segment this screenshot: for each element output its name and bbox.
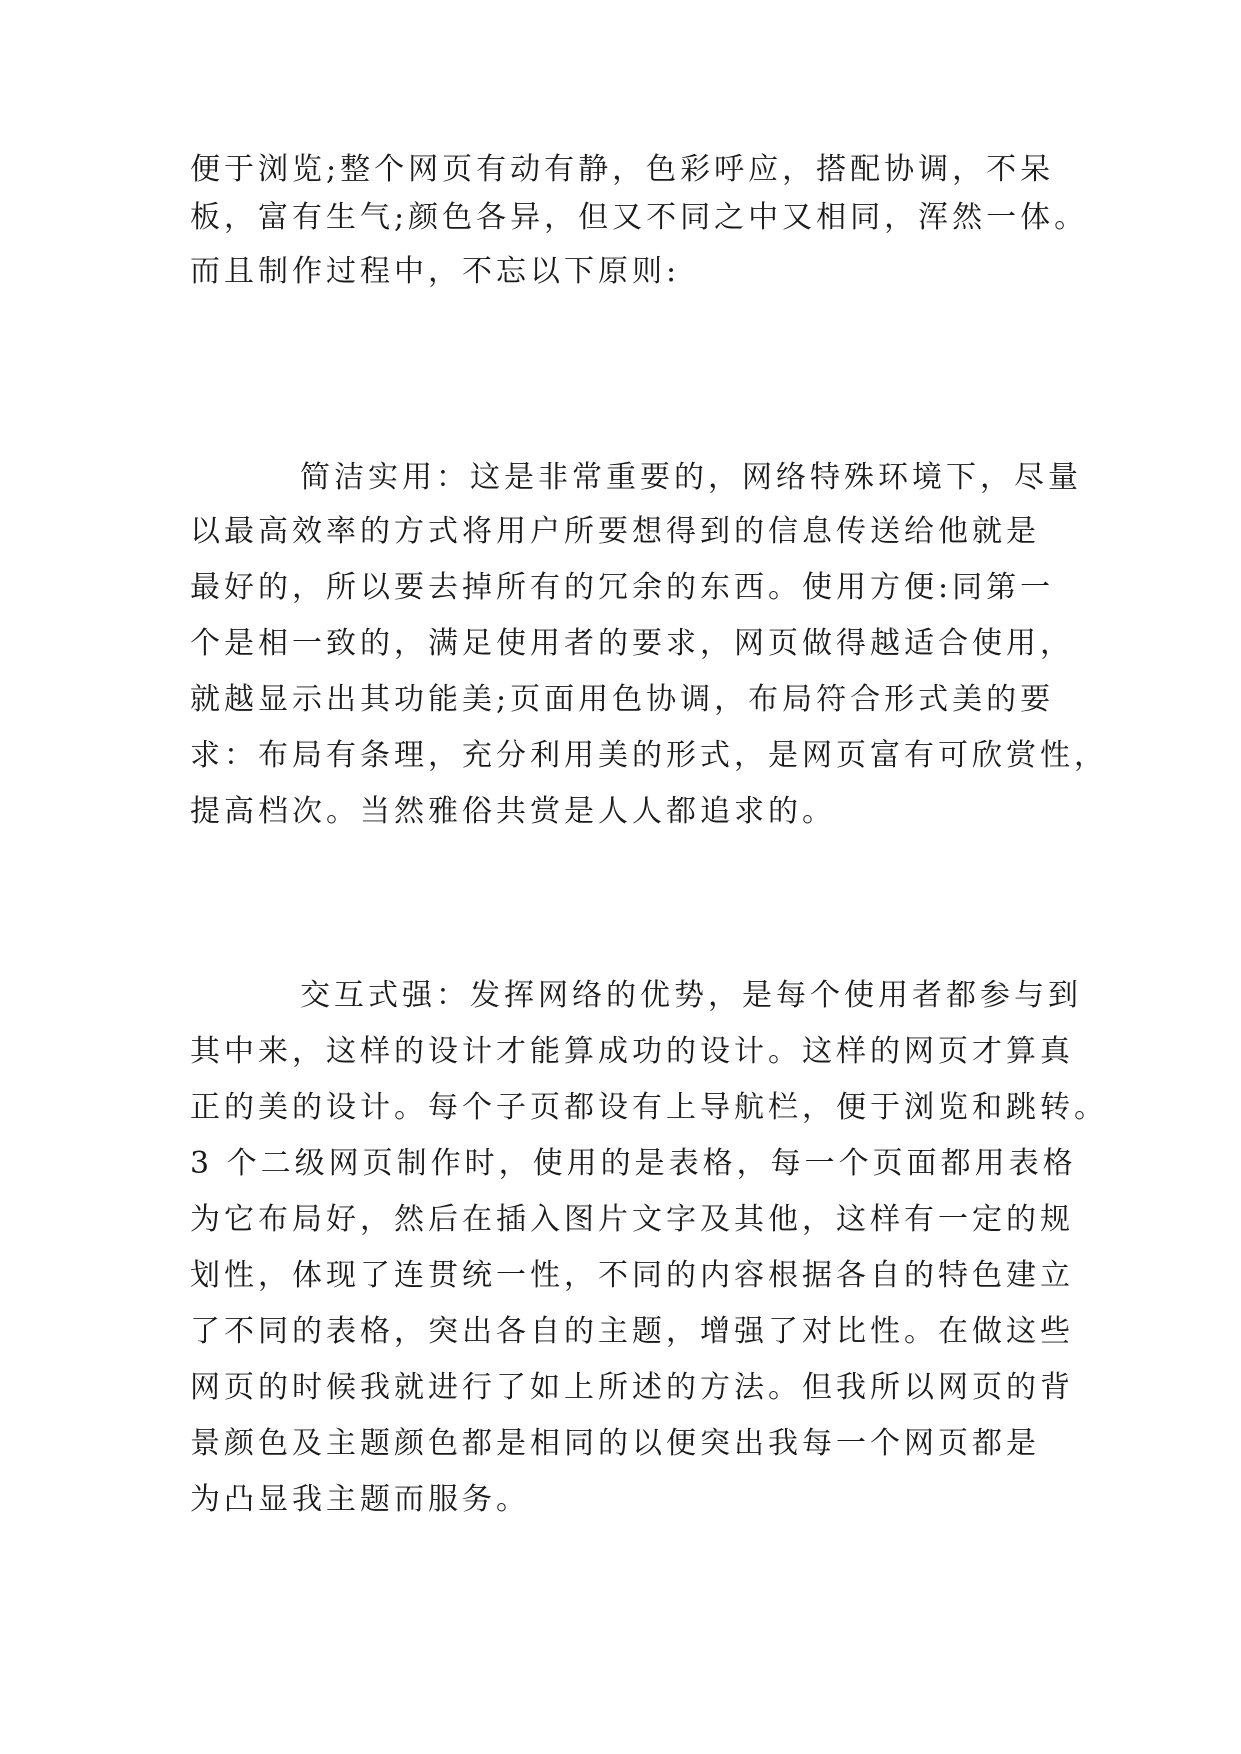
text-line: 网页的时候我就进行了如上所述的方法。但我所以网页的背 <box>190 1370 1074 1405</box>
text-line: 景颜色及主题颜色都是相同的以便突出我每一个网页都是 <box>190 1426 1040 1461</box>
text-line: 交互式强：发挥网络的优势，是每个使用者都参与到 <box>300 978 1082 1013</box>
text-line: 了不同的表格，突出各自的主题，增强了对比性。在做这些 <box>190 1314 1074 1349</box>
text-line: 为它布局好，然后在插入图片文字及其他，这样有一定的规 <box>190 1202 1074 1237</box>
text-line: 就越显示出其功能美;页面用色协调，布局符合形式美的要 <box>190 682 1055 717</box>
text-line: 3 个二级网页制作时，使用的是表格，每一个页面都用表格 <box>190 1146 1077 1181</box>
text-line: 而且制作过程中，不忘以下原则: <box>190 254 681 289</box>
text-line: 为凸显我主题而服务。 <box>190 1482 530 1517</box>
text-line: 板，富有生气;颜色各异，但又不同之中又相同，浑然一体。 <box>190 200 1089 235</box>
text-line: 便于浏览;整个网页有动有静，色彩呼应，搭配协调，不呆 <box>190 152 1055 187</box>
text-line: 其中来，这样的设计才能算成功的设计。这样的网页才算真 <box>190 1034 1074 1069</box>
text-line: 正的美的设计。每个子页都设有上导航栏，便于浏览和跳转。 <box>190 1090 1108 1125</box>
text-line: 求：布局有条理，充分利用美的形式，是网页富有可欣赏性， <box>190 738 1108 773</box>
text-line: 划性，体现了连贯统一性，不同的内容根据各自的特色建立 <box>190 1258 1074 1293</box>
text-line: 最好的，所以要去掉所有的冗余的东西。使用方便:同第一 <box>190 570 1055 605</box>
text-line: 以最高效率的方式将用户所要想得到的信息传送给他就是 <box>190 514 1040 549</box>
text-line: 提高档次。当然雅俗共赏是人人都追求的。 <box>190 794 836 829</box>
text-line: 个是相一致的，满足使用者的要求，网页做得越适合使用， <box>190 626 1074 661</box>
text-line: 简洁实用：这是非常重要的，网络特殊环境下，尽量 <box>300 460 1082 495</box>
